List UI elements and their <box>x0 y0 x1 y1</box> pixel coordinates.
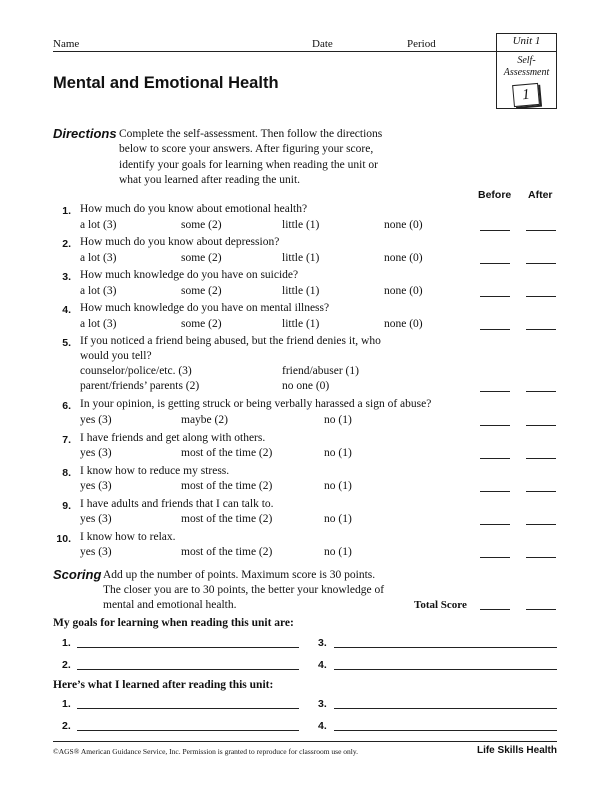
question-4-number: 4. <box>62 304 71 316</box>
learned-3-number: 3. <box>318 698 327 710</box>
q6-after-blank[interactable] <box>526 425 556 426</box>
directions-line-2: below to score your answers. After figuring your score, <box>119 143 374 155</box>
question-7-number: 7. <box>62 434 71 446</box>
q7-option-1: yes (3) <box>80 447 112 459</box>
self-assessment-label: Self- Assessment <box>503 55 550 78</box>
q6-option-1: yes (3) <box>80 414 112 426</box>
book-title: Life Skills Health <box>476 745 557 756</box>
learned-2-line[interactable] <box>77 730 299 731</box>
question-3-number: 3. <box>62 271 71 283</box>
q5-before-blank[interactable] <box>480 391 510 392</box>
goal-3-number: 3. <box>318 637 327 649</box>
q8-option-1: yes (3) <box>80 480 112 492</box>
q8-before-blank[interactable] <box>480 491 510 492</box>
question-1-text: How much do you know about emotional health? <box>80 203 308 215</box>
q2-option-4: none (0) <box>384 252 423 264</box>
q10-option-2: most of the time (2) <box>181 546 273 558</box>
question-9-number: 9. <box>62 500 71 512</box>
copyright-notice: ©AGS® American Guidance Service, Inc. Permission is granted to reproduce for classroom use only. <box>53 747 358 756</box>
q6-option-2: maybe (2) <box>181 414 228 426</box>
question-8-text: I know how to reduce my stress. <box>80 465 230 477</box>
q9-option-3: no (1) <box>324 513 352 525</box>
unit-label: Unit 1 <box>512 35 541 47</box>
q10-option-3: no (1) <box>324 546 352 558</box>
q6-before-blank[interactable] <box>480 425 510 426</box>
total-before-blank[interactable] <box>480 609 510 610</box>
q5-option-4: no one (0) <box>282 380 330 392</box>
question-2-text: How much do you know about depression? <box>80 236 280 248</box>
directions-line-4: what you learned after reading the unit. <box>119 174 301 186</box>
directions-label: Directions <box>53 126 117 141</box>
q5-after-blank[interactable] <box>526 391 556 392</box>
goals-heading: My goals for learning when reading this unit are: <box>53 617 294 629</box>
q7-option-2: most of the time (2) <box>181 447 273 459</box>
question-10-number: 10. <box>56 533 71 545</box>
directions-line-3: identify your goals for learning when reading the unit or <box>119 159 378 171</box>
after-column-header: After <box>528 189 553 201</box>
q9-option-2: most of the time (2) <box>181 513 273 525</box>
page-title: Mental and Emotional Health <box>53 74 279 92</box>
unit-box <box>496 33 557 109</box>
learned-4-line[interactable] <box>334 730 557 731</box>
q9-before-blank[interactable] <box>480 524 510 525</box>
directions-line-1: Complete the self-assessment. Then follow the directions <box>119 128 383 140</box>
name-line[interactable] <box>53 51 496 52</box>
q4-before-blank[interactable] <box>480 329 510 330</box>
q9-after-blank[interactable] <box>526 524 556 525</box>
q3-option-3: little (1) <box>282 285 320 297</box>
q2-before-blank[interactable] <box>480 263 510 264</box>
scoring-label: Scoring <box>53 567 102 582</box>
question-5-text: If you noticed a friend being abused, but the friend denies it, who <box>80 335 381 347</box>
goal-3-line[interactable] <box>334 647 557 648</box>
scoring-line-2: The closer you are to 30 points, the better your knowledge of <box>103 584 385 596</box>
self-assessment-number: 1 <box>512 83 540 107</box>
total-score-label: Total Score <box>414 599 467 611</box>
q10-before-blank[interactable] <box>480 557 510 558</box>
learned-2-number: 2. <box>62 720 71 732</box>
q4-option-3: little (1) <box>282 318 320 330</box>
q3-option-4: none (0) <box>384 285 423 297</box>
q1-option-3: little (1) <box>282 219 320 231</box>
q8-option-3: no (1) <box>324 480 352 492</box>
q3-option-2: some (2) <box>181 285 222 297</box>
q4-option-4: none (0) <box>384 318 423 330</box>
footer-divider <box>53 741 557 742</box>
question-2-number: 2. <box>62 238 71 250</box>
q1-option-4: none (0) <box>384 219 423 231</box>
q7-after-blank[interactable] <box>526 458 556 459</box>
q6-option-3: no (1) <box>324 414 352 426</box>
question-9-text: I have adults and friends that I can talk to. <box>80 498 274 510</box>
q1-option-2: some (2) <box>181 219 222 231</box>
unit-divider <box>497 51 556 52</box>
question-1-number: 1. <box>62 205 71 217</box>
learned-3-line[interactable] <box>334 708 557 709</box>
learned-heading: Here’s what I learned after reading this unit: <box>53 679 274 691</box>
q1-before-blank[interactable] <box>480 230 510 231</box>
question-4-text: How much knowledge do you have on mental illness? <box>80 302 330 314</box>
goal-4-number: 4. <box>318 659 327 671</box>
q2-option-1: a lot (3) <box>80 252 117 264</box>
q8-option-2: most of the time (2) <box>181 480 273 492</box>
q3-after-blank[interactable] <box>526 296 556 297</box>
q2-after-blank[interactable] <box>526 263 556 264</box>
name-label: Name <box>53 38 80 50</box>
q7-option-3: no (1) <box>324 447 352 459</box>
q1-option-1: a lot (3) <box>80 219 117 231</box>
question-7-text: I have friends and get along with others. <box>80 432 266 444</box>
q1-after-blank[interactable] <box>526 230 556 231</box>
q3-option-1: a lot (3) <box>80 285 117 297</box>
q5-option-1: counselor/police/etc. (3) <box>80 365 192 377</box>
goal-1-number: 1. <box>62 637 71 649</box>
learned-1-line[interactable] <box>77 708 299 709</box>
question-10-text: I know how to relax. <box>80 531 176 543</box>
q4-after-blank[interactable] <box>526 329 556 330</box>
question-6-text: In your opinion, is getting struck or being verbally harassed a sign of abuse? <box>80 398 432 410</box>
goal-2-line[interactable] <box>77 669 299 670</box>
q5-option-3: parent/friends’ parents (2) <box>80 380 200 392</box>
question-6-number: 6. <box>62 400 71 412</box>
learned-4-number: 4. <box>318 720 327 732</box>
learned-1-number: 1. <box>62 698 71 710</box>
total-after-blank[interactable] <box>526 609 556 610</box>
q2-option-2: some (2) <box>181 252 222 264</box>
q10-option-1: yes (3) <box>80 546 112 558</box>
q2-option-3: little (1) <box>282 252 320 264</box>
goal-1-line[interactable] <box>77 647 299 648</box>
q9-option-1: yes (3) <box>80 513 112 525</box>
scoring-line-1: Add up the number of points. Maximum score is 30 points. <box>103 569 376 581</box>
question-3-text: How much knowledge do you have on suicide? <box>80 269 299 281</box>
q4-option-1: a lot (3) <box>80 318 117 330</box>
goal-4-line[interactable] <box>334 669 557 670</box>
q8-after-blank[interactable] <box>526 491 556 492</box>
q5-option-2: friend/abuser (1) <box>282 365 359 377</box>
q7-before-blank[interactable] <box>480 458 510 459</box>
period-label: Period <box>407 38 436 50</box>
goal-2-number: 2. <box>62 659 71 671</box>
q3-before-blank[interactable] <box>480 296 510 297</box>
date-label: Date <box>312 38 333 50</box>
question-5-number: 5. <box>62 337 71 349</box>
q10-after-blank[interactable] <box>526 557 556 558</box>
question-8-number: 8. <box>62 467 71 479</box>
before-column-header: Before <box>478 189 512 201</box>
question-5-text-cont: would you tell? <box>80 350 152 362</box>
scoring-line-3: mental and emotional health. <box>103 599 237 611</box>
q4-option-2: some (2) <box>181 318 222 330</box>
